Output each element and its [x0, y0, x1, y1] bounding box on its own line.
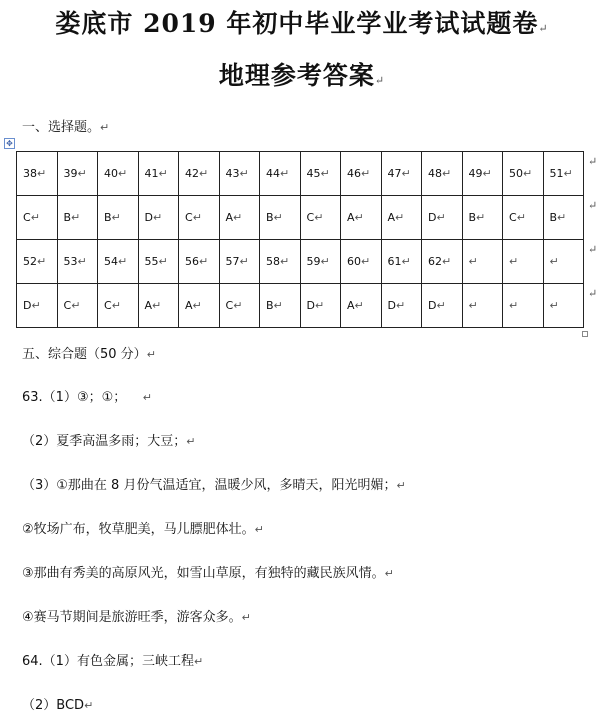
cell-mark: ↵ [320, 167, 330, 180]
cell-text: 48 [428, 167, 442, 180]
paragraph-mark: ↵ [396, 479, 406, 492]
table-cell [503, 240, 544, 284]
cell-mark: ↵ [442, 167, 452, 180]
paragraph-mark: ↵ [84, 699, 94, 712]
cell-text: C [509, 211, 517, 224]
cell-text: C [63, 299, 72, 312]
answer-line [22, 518, 264, 537]
cell-mark: ↵ [557, 211, 567, 224]
table-cell [341, 284, 382, 328]
cell-mark: ↵ [468, 299, 478, 312]
answer-text: ③那曲有秀美的高原风光，如雪山草原，有独特的藏民族风情。 [22, 566, 385, 581]
cell-mark: ↵ [273, 211, 283, 224]
answer-line [22, 474, 406, 493]
cell-mark: ↵ [152, 299, 162, 312]
cell-mark: ↵ [476, 211, 486, 224]
table-cell [503, 196, 544, 240]
cell-text: D [23, 299, 32, 312]
table-cell [381, 196, 422, 240]
cell-mark: ↵ [563, 167, 573, 180]
table-cell [179, 284, 220, 328]
table-cell [57, 152, 98, 196]
answer-text: 63.（1）③；①； [22, 390, 127, 405]
cell-text: C [185, 211, 193, 224]
cell-text: 62 [428, 255, 442, 268]
table-cell [462, 284, 503, 328]
table-cell [422, 284, 463, 328]
cell-mark: ↵ [468, 255, 478, 268]
cell-text: 53 [63, 255, 78, 268]
paragraph-mark: ↵ [100, 121, 110, 134]
table-cell [543, 152, 584, 196]
cell-mark: ↵ [509, 299, 519, 312]
table-cell [300, 152, 341, 196]
cell-mark: ↵ [71, 299, 81, 312]
page-subtitle-text: 地理参考答案 [218, 61, 375, 90]
cell-mark: ↵ [273, 299, 283, 312]
cell-mark: ↵ [395, 299, 406, 312]
cell-mark: ↵ [354, 211, 364, 224]
section-heading-text: 五、综合题（50 分） [22, 347, 147, 362]
cell-text: 50 [509, 167, 523, 180]
table-cell [219, 284, 260, 328]
page-title [0, 4, 604, 40]
cell-mark: ↵ [111, 299, 121, 312]
cell-mark: ↵ [77, 255, 87, 268]
section-heading-choice [22, 116, 109, 135]
table-move-handle-icon[interactable]: ✥ [4, 138, 15, 149]
table-resize-handle[interactable] [582, 331, 588, 337]
cell-text: D [306, 299, 315, 312]
cell-mark: ↵ [523, 167, 533, 180]
cell-mark: ↵ [192, 211, 202, 224]
answer-line [22, 606, 251, 625]
paragraph-mark: ↵ [254, 523, 264, 536]
cell-mark: ↵ [158, 255, 168, 268]
page-subtitle [0, 56, 604, 92]
cell-mark: ↵ [199, 255, 209, 268]
cell-mark: ↵ [314, 299, 325, 312]
row-end-mark: ↵ [588, 287, 598, 300]
cell-text: A [347, 211, 355, 224]
cell-mark: ↵ [71, 211, 81, 224]
cell-text: 51 [549, 167, 564, 180]
table-cell [179, 196, 220, 240]
table-cell [543, 240, 584, 284]
paragraph-mark: ↵ [146, 348, 156, 361]
cell-text: 45 [306, 167, 321, 180]
table-cell [57, 284, 98, 328]
table-cell [543, 196, 584, 240]
cell-text: 43 [225, 167, 240, 180]
cell-text: 47 [387, 167, 402, 180]
table-cell [422, 152, 463, 196]
table-cell [219, 240, 260, 284]
cell-mark: ↵ [482, 167, 492, 180]
table-cell [341, 240, 382, 284]
row-end-mark: ↵ [588, 243, 598, 256]
cell-mark: ↵ [516, 211, 526, 224]
cell-mark: ↵ [118, 255, 128, 268]
table-cell [462, 152, 503, 196]
cell-text: A [347, 299, 355, 312]
table-cell [300, 240, 341, 284]
cell-text: 55 [144, 255, 159, 268]
table-cell [98, 284, 139, 328]
cell-text: B [63, 211, 72, 224]
cell-text: 54 [104, 255, 118, 268]
table-cell [300, 284, 341, 328]
table-cell [462, 240, 503, 284]
table-cell [341, 196, 382, 240]
cell-text: A [225, 211, 234, 224]
cell-mark: ↵ [320, 255, 330, 268]
section-heading-text: 一、选择题。 [22, 120, 101, 135]
table-row [17, 240, 584, 284]
cell-mark: ↵ [280, 167, 290, 180]
cell-mark: ↵ [354, 299, 364, 312]
cell-text: 40 [104, 167, 118, 180]
table-cell [381, 152, 422, 196]
cell-mark: ↵ [111, 211, 121, 224]
cell-mark: ↵ [158, 167, 168, 180]
cell-mark: ↵ [233, 211, 243, 224]
answer-text: 64.（1）有色金属；三峡工程 [22, 654, 194, 669]
table-row [17, 152, 584, 196]
cell-text: 58 [266, 255, 280, 268]
answer-line [22, 562, 394, 581]
table-cell [17, 284, 58, 328]
cell-text: B [549, 211, 558, 224]
cell-text: 44 [266, 167, 280, 180]
cell-mark: ↵ [280, 255, 290, 268]
cell-text: 46 [347, 167, 361, 180]
cell-mark: ↵ [239, 167, 249, 180]
table-cell [543, 284, 584, 328]
row-end-mark: ↵ [588, 155, 598, 168]
answer-text: ②牧场广布，牧草肥美，马儿膘肥体壮。 [22, 522, 255, 537]
table-cell [179, 152, 220, 196]
answer-text: ④赛马节期间是旅游旺季，游客众多。 [22, 610, 242, 625]
cell-text: A [387, 211, 396, 224]
answer-line [22, 650, 203, 669]
cell-text: 49 [468, 167, 483, 180]
cell-mark: ↵ [31, 299, 41, 312]
cell-text: 42 [185, 167, 199, 180]
table-cell [260, 196, 301, 240]
cell-text: 61 [387, 255, 402, 268]
cell-text: B [104, 211, 112, 224]
answer-line [22, 694, 93, 713]
paragraph-mark: ↵ [193, 655, 204, 668]
cell-mark: ↵ [37, 167, 47, 180]
cell-mark: ↵ [118, 167, 128, 180]
table-cell [219, 196, 260, 240]
table-cell [98, 240, 139, 284]
cell-mark: ↵ [192, 299, 202, 312]
cell-mark: ↵ [361, 255, 371, 268]
cell-text: D [428, 211, 437, 224]
row-end-mark: ↵ [588, 199, 598, 212]
page-title-text: 娄底市 2019 年初中毕业学业考试试题卷 [55, 9, 539, 38]
table-cell [17, 240, 58, 284]
table-cell [422, 240, 463, 284]
answer-line [22, 386, 152, 405]
cell-mark: ↵ [30, 211, 40, 224]
cell-text: 56 [185, 255, 199, 268]
table-cell [300, 196, 341, 240]
table-cell [341, 152, 382, 196]
table-cell [503, 284, 544, 328]
cell-text: 60 [347, 255, 361, 268]
cell-mark: ↵ [401, 255, 411, 268]
table-cell [260, 152, 301, 196]
cell-text: C [23, 211, 31, 224]
cell-mark: ↵ [233, 299, 243, 312]
table-cell [462, 196, 503, 240]
answer-line [22, 430, 196, 449]
table-cell [219, 152, 260, 196]
table-cell [260, 240, 301, 284]
cell-text: 52 [23, 255, 37, 268]
table-cell [57, 240, 98, 284]
answer-table [16, 151, 584, 328]
table-cell [138, 284, 179, 328]
cell-text: 41 [144, 167, 159, 180]
table-row [17, 196, 584, 240]
cell-mark: ↵ [509, 255, 519, 268]
cell-mark: ↵ [436, 211, 446, 224]
cell-text: B [266, 299, 274, 312]
cell-text: D [144, 211, 153, 224]
table-cell [381, 284, 422, 328]
cell-text: C [306, 211, 315, 224]
cell-mark: ↵ [442, 255, 452, 268]
cell-mark: ↵ [77, 167, 87, 180]
table-cell [179, 240, 220, 284]
paragraph-mark: ↵ [241, 611, 251, 624]
cell-mark: ↵ [314, 211, 324, 224]
cell-mark: ↵ [549, 299, 559, 312]
cell-text: D [428, 299, 437, 312]
answer-text: （2）BCD [22, 698, 85, 713]
table-cell [138, 240, 179, 284]
cell-mark: ↵ [436, 299, 446, 312]
cell-text: 39 [63, 167, 78, 180]
cell-mark: ↵ [37, 255, 47, 268]
paragraph-mark: ↵ [142, 391, 153, 404]
cell-mark: ↵ [361, 167, 371, 180]
table-cell [98, 196, 139, 240]
table-cell [503, 152, 544, 196]
cell-text: B [468, 211, 477, 224]
cell-text: A [185, 299, 193, 312]
cell-mark: ↵ [152, 211, 163, 224]
answer-text: （2）夏季高温多雨；大豆； [22, 434, 187, 449]
cell-text: A [144, 299, 153, 312]
table-cell [422, 196, 463, 240]
table-cell [17, 196, 58, 240]
table-cell [98, 152, 139, 196]
cell-text: 59 [306, 255, 321, 268]
table-cell [138, 152, 179, 196]
paragraph-mark: ↵ [538, 22, 549, 35]
cell-mark: ↵ [395, 211, 405, 224]
cell-text: 57 [225, 255, 240, 268]
cell-text: D [387, 299, 396, 312]
cell-text: C [225, 299, 234, 312]
paragraph-mark: ↵ [186, 435, 196, 448]
cell-text: B [266, 211, 274, 224]
cell-mark: ↵ [549, 255, 559, 268]
paragraph-mark: ↵ [384, 567, 394, 580]
cell-mark: ↵ [199, 167, 209, 180]
table-row [17, 284, 584, 328]
section-heading-comprehensive [22, 343, 156, 362]
answer-text: （3）①那曲在 8 月份气温适宜，温暖少风，多晴天，阳光明媚； [22, 478, 397, 493]
cell-mark: ↵ [239, 255, 249, 268]
table-cell [138, 196, 179, 240]
table-cell [381, 240, 422, 284]
paragraph-mark: ↵ [374, 74, 386, 87]
table-cell [260, 284, 301, 328]
table-cell [57, 196, 98, 240]
cell-mark: ↵ [401, 167, 411, 180]
cell-text: 38 [23, 167, 37, 180]
table-cell [17, 152, 58, 196]
cell-text: C [104, 299, 112, 312]
